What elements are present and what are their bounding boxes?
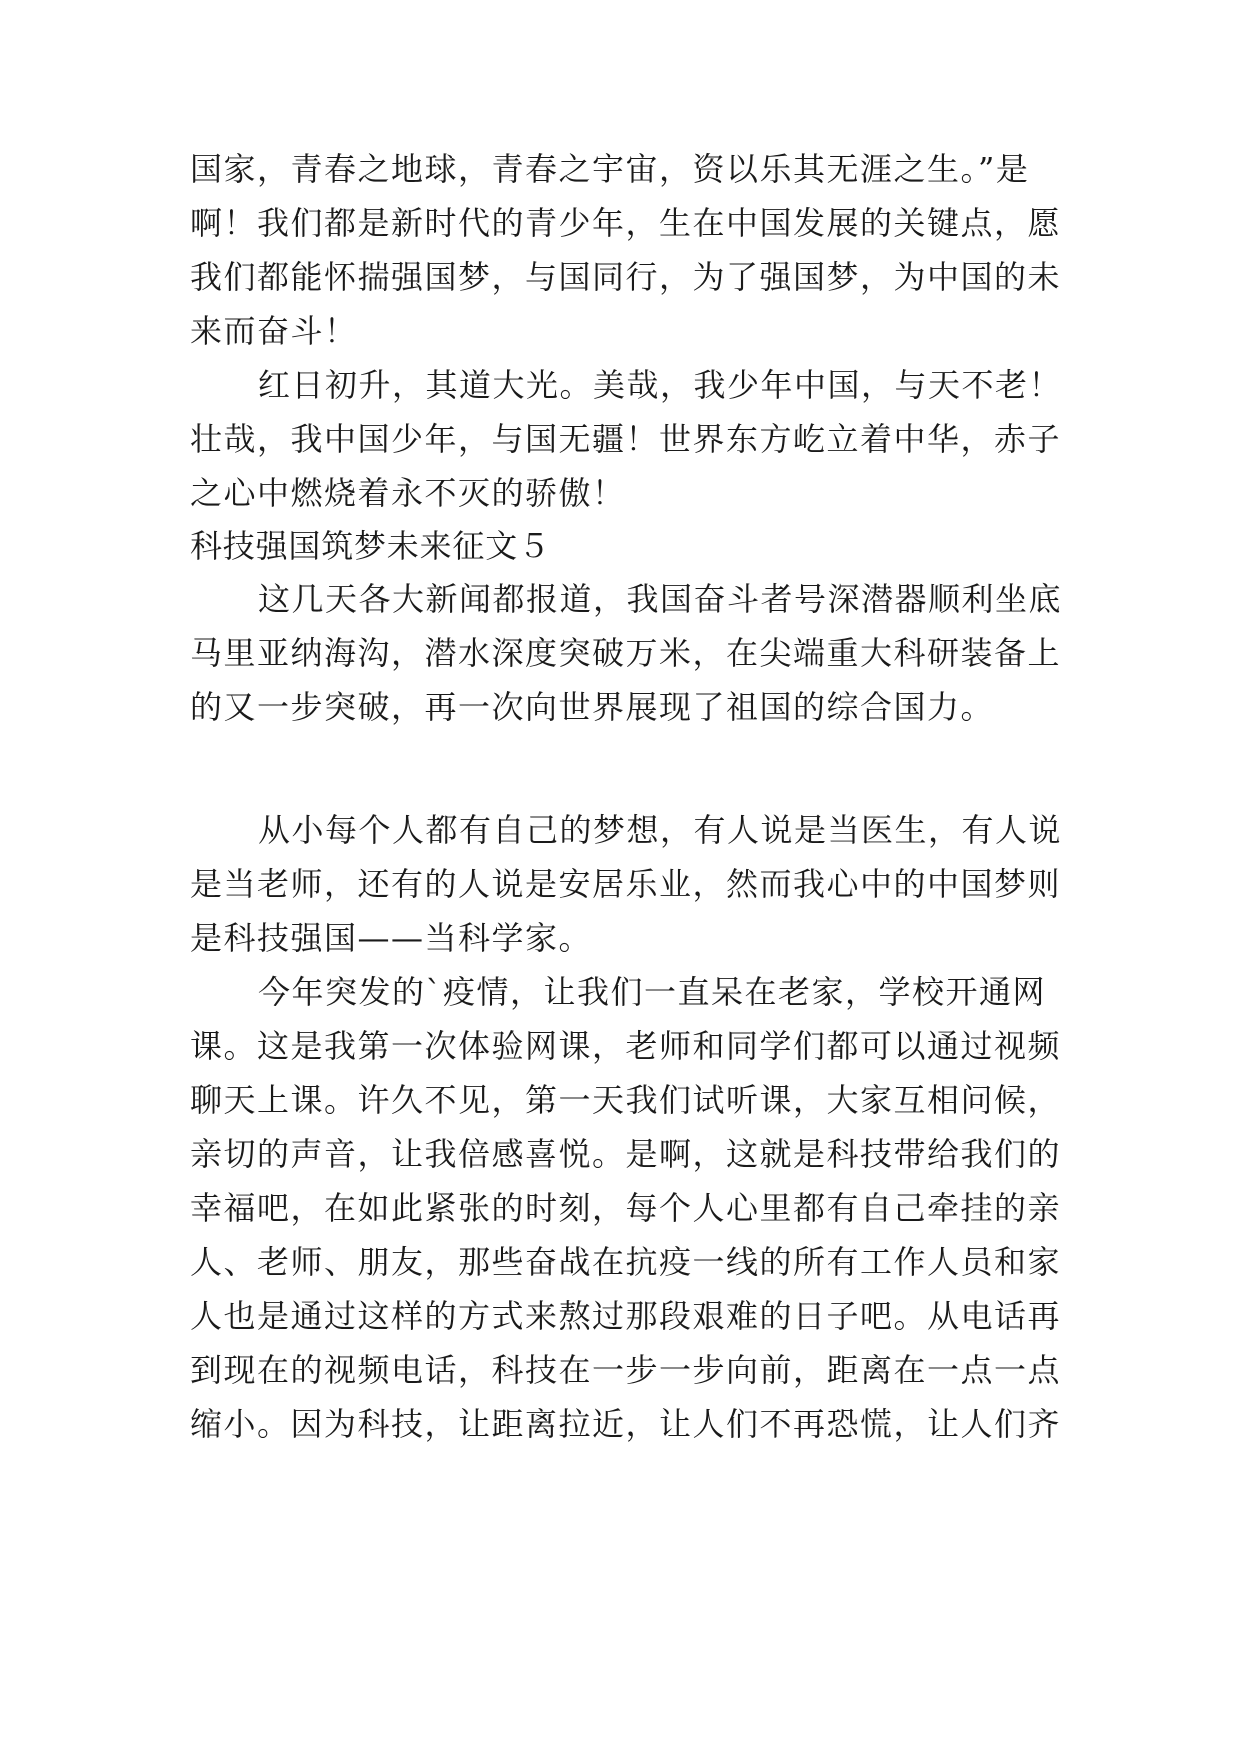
paragraph-line: 人也是通过这样的方式来熬过那段艰难的日子吧。从电话再	[190, 1297, 1062, 1335]
paragraph-line: 缩小。因为科技，让距离拉近，让人们不再恐慌，让人们齐	[190, 1405, 1062, 1443]
paragraph-line: 人、老师、朋友，那些奋战在抗疫一线的所有工作人员和家	[190, 1243, 1062, 1281]
paragraph-line: 聊天上课。许久不见，第一天我们试听课，大家互相问候，	[190, 1081, 1062, 1119]
paragraph-line: 幸福吧，在如此紧张的时刻，每个人心里都有自己牵挂的亲	[190, 1189, 1062, 1227]
paragraph-line: 到现在的视频电话，科技在一步一步向前，距离在一点一点	[190, 1351, 1062, 1389]
paragraph-line: 啊！我们都是新时代的青少年，生在中国发展的关键点，愿	[190, 204, 1062, 242]
paragraph-line: 课。这是我第一次体验网课，老师和同学们都可以通过视频	[190, 1027, 1062, 1065]
paragraph-line: 亲切的声音，让我倍感喜悦。是啊，这就是科技带给我们的	[190, 1135, 1062, 1173]
paragraph-line: 这几天各大新闻都报道，我国奋斗者号深潜器顺利坐底	[258, 580, 1063, 618]
paragraph-line: 之心中燃烧着永不灭的骄傲！	[190, 474, 626, 512]
paragraph-line: 来而奋斗！	[190, 312, 358, 350]
paragraph-line: 是科技强国——当科学家。	[190, 919, 593, 957]
paragraph-line: 我们都能怀揣强国梦，与国同行，为了强国梦，为中国的未	[190, 258, 1062, 296]
paragraph-line: 壮哉，我中国少年，与国无疆！世界东方屹立着中华，赤子	[190, 420, 1062, 458]
paragraph-line: 马里亚纳海沟，潜水深度突破万米，在尖端重大科研装备上	[190, 634, 1062, 672]
section-heading: 科技强国筑梦未来征文５	[190, 527, 551, 565]
paragraph-line: 从小每个人都有自己的梦想，有人说是当医生，有人说	[258, 811, 1063, 849]
paragraph-line: 是当老师，还有的人说是安居乐业，然而我心中的中国梦则	[190, 865, 1062, 903]
paragraph-line: 的又一步突破，再一次向世界展现了祖国的综合国力。	[190, 688, 995, 726]
paragraph-line: 今年突发的`疫情，让我们一直呆在老家，学校开通网	[258, 973, 1047, 1011]
paragraph-line: 国家，青春之地球，青春之宇宙，资以乐其无涯之生。”是	[190, 150, 1030, 188]
paragraph-line: 红日初升，其道大光。美哉，我少年中国，与天不老！	[258, 366, 1063, 404]
